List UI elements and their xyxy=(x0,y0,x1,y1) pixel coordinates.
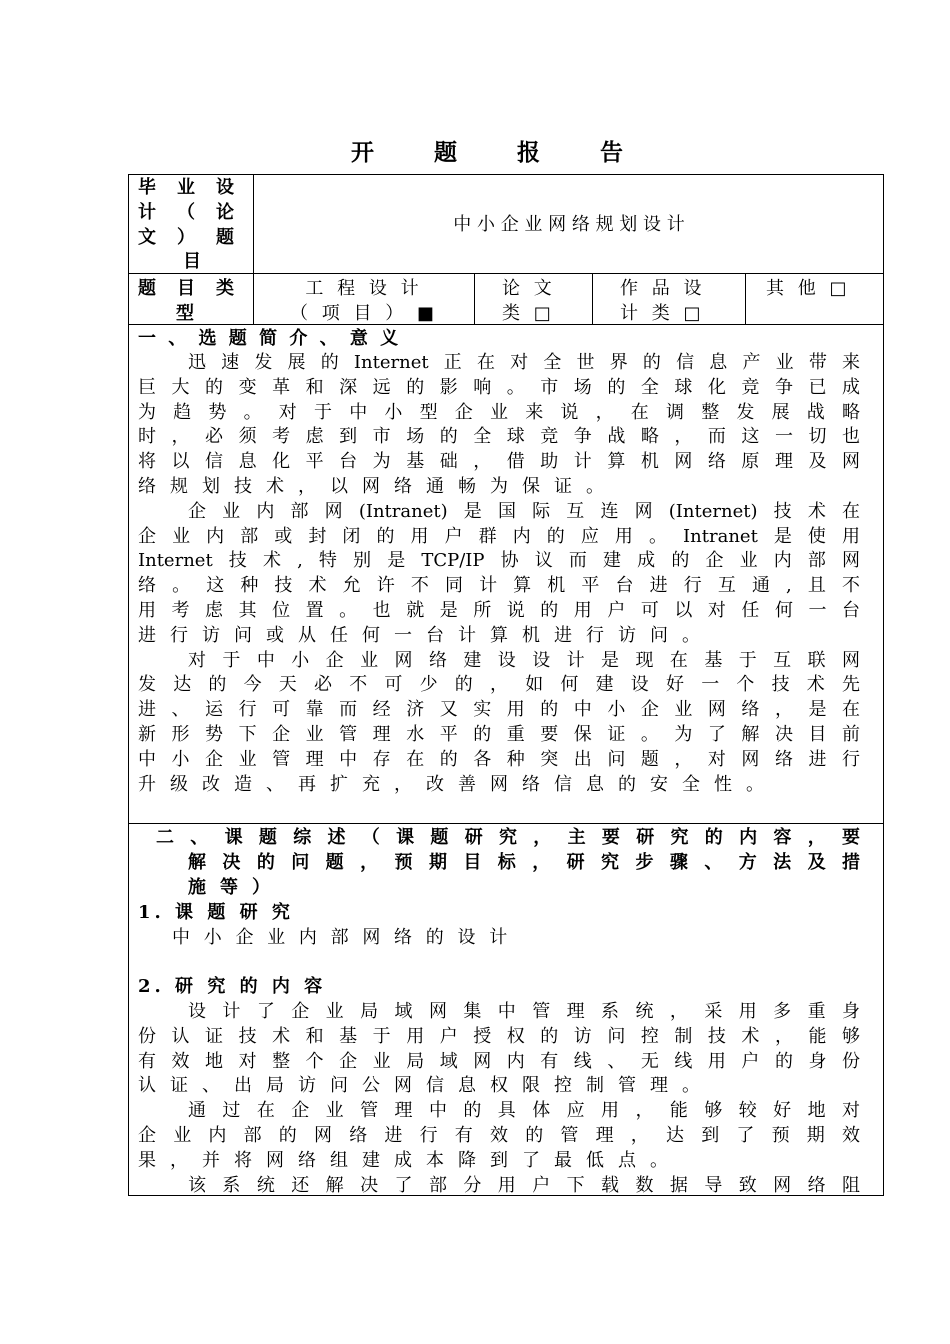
body-line: 果，并将网络组建成本降到了最低点。 xyxy=(138,1149,682,1171)
sub2-body xyxy=(138,1000,860,1198)
thesis-title-label xyxy=(138,176,234,275)
section1-body xyxy=(138,351,860,797)
body-line: 巨大的变革和深远的影响。市场的全球化竞争已成 xyxy=(138,376,860,398)
body-line: 通过在企业管理中的具体应用，能够较好地对 xyxy=(188,1100,860,1122)
row-divider-1 xyxy=(128,273,884,274)
body-line: Internet技术,特别是TCP/IP协议而建成的企业内部网 xyxy=(138,550,860,572)
topic-type-label xyxy=(138,277,234,327)
label-line: 目 xyxy=(183,251,201,273)
type-option-other: 其 他 □ xyxy=(766,278,851,299)
body-line: 该系统还解决了部分用户下载数据导致网络阻 xyxy=(188,1174,860,1196)
body-line: 企业内部的网络进行有效的管理，达到了预期效 xyxy=(138,1124,860,1146)
thesis-title-value: 中 小 企 业 网 络 规 划 设 计 xyxy=(453,214,685,235)
body-line: 企业内部或封闭的用户群内的应用。Intranet是使用 xyxy=(138,525,860,547)
option-line: 论 文 xyxy=(502,278,556,299)
type-divider-2 xyxy=(592,273,593,324)
heading-line: 二、课题综述（课题研究，主要研究的内容，要 xyxy=(156,827,860,848)
section1-heading: 一 、 选 题 简 介 、 意 义 xyxy=(138,328,402,349)
body-line: 中小企业管理中存在的各种突出问题，对网络进行 xyxy=(138,748,860,770)
sub1-text: 中 小 企 业 内 部 网 络 的 设 计 xyxy=(172,927,512,948)
body-line: 络规划技术，以网络通畅为保证。 xyxy=(138,475,618,497)
body-line: 络。这种技术允许不同计算机平台进行互通,且不 xyxy=(138,575,860,597)
type-option-work xyxy=(620,277,740,327)
body-line: 将以信息化平台为基础，借助计算机网络原理及网 xyxy=(138,451,860,473)
label-line: 题 目 类 xyxy=(138,278,234,299)
body-line: 迅速发展的Internet正在对全世界的信息产业带来 xyxy=(188,352,860,373)
body-line: 发达的今天必不可少的，如何建设好一个技术先 xyxy=(138,674,860,696)
option-line: （ 项 目 ） ■ xyxy=(290,302,438,324)
body-line: 认证、出局访问公网信息权限控制管理。 xyxy=(138,1075,714,1097)
body-line: 升级改造、再扩充，改善网络信息的安全性。 xyxy=(138,773,778,795)
label-line: 毕 业 设 xyxy=(138,177,234,198)
sub2-heading: 2. 研 究 的 内 容 xyxy=(138,976,327,997)
label-line: 计 （ 论 xyxy=(138,201,234,223)
body-line: 时，必须考虑到市场的全球竞争战略，而这一切也 xyxy=(138,426,860,448)
heading-line: 施等） xyxy=(188,876,284,898)
option-line: 工 程 设 计 xyxy=(305,278,423,299)
body-line: 设计了企业局域网集中管理系统，采用多重身 xyxy=(188,1001,860,1022)
type-divider-3 xyxy=(745,273,746,324)
row-divider-3 xyxy=(128,823,884,824)
type-option-paper xyxy=(502,277,572,327)
body-line: 有效地对整个企业局域网内有线、无线用户的身份 xyxy=(138,1050,860,1072)
label-line: 文 ） 题 xyxy=(138,226,234,248)
body-line: 新形势下企业管理水平的重要保证。为了解决目前 xyxy=(138,723,860,745)
body-line: 进、运行可靠而经济又实用的中小企业网络，是在 xyxy=(138,699,860,721)
body-line: 份认证技术和基于用户授权的访问控制技术，能够 xyxy=(138,1025,860,1047)
body-line: 用考虑其位置。也就是所说的用户可以对任何一台 xyxy=(138,599,860,621)
body-line: 为趋势。对于中小型企业来说，在调整发展战略 xyxy=(138,401,860,423)
type-divider-1 xyxy=(474,273,475,324)
heading-line: 解决的问题，预期目标，研究步骤、方法及措 xyxy=(188,851,860,873)
option-line: 类 □ xyxy=(502,302,555,324)
page-title: 开 题 报 告 xyxy=(350,139,650,166)
body-line: 企业内部网(Intranet)是国际互连网(Internet)技术在 xyxy=(188,500,860,522)
label-line: 型 xyxy=(176,302,194,324)
body-line: 对于中小企业网络建设设计是现在基于互联网 xyxy=(188,649,860,671)
option-line: 计 类 □ xyxy=(620,302,705,324)
section2-heading xyxy=(138,826,860,900)
body-line: 进行访问或从任何一台计算机进行访问。 xyxy=(138,624,714,646)
type-option-engineering xyxy=(254,277,474,327)
sub1-heading: 1. 课 题 研 究 xyxy=(138,902,294,923)
option-line: 作 品 设 xyxy=(620,278,706,299)
